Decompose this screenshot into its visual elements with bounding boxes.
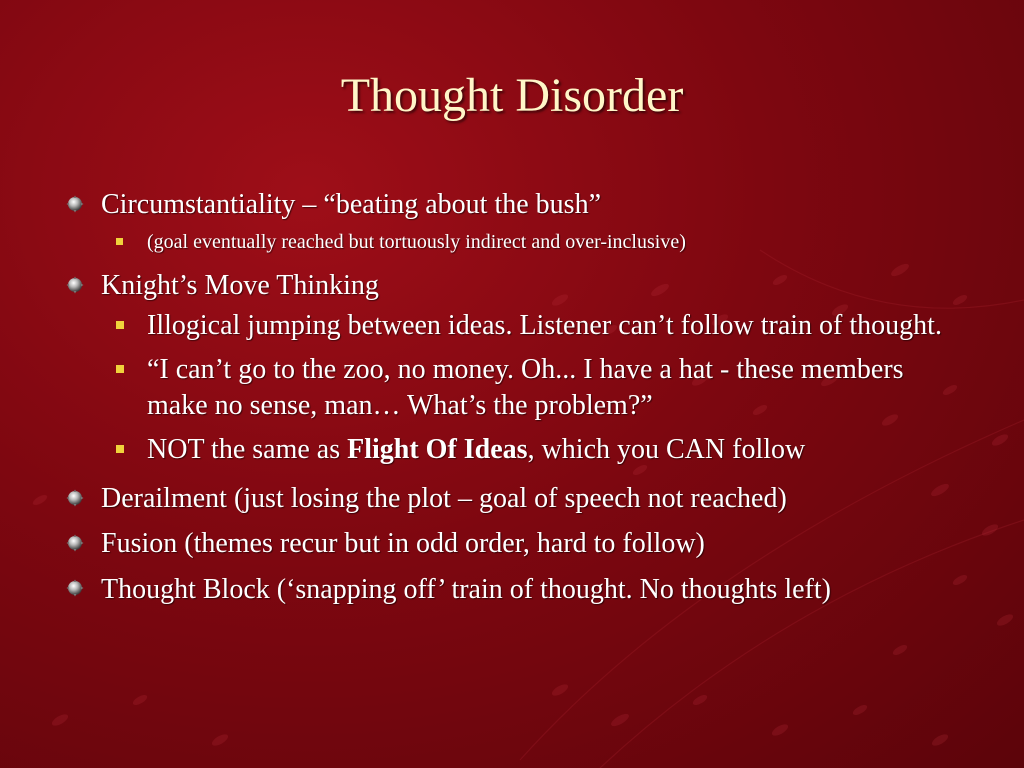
- metallic-sphere-bullet-icon: [66, 534, 84, 552]
- sub-bullet-text: Illogical jumping between ideas. Listener can’t follow train of thought.: [147, 310, 942, 341]
- square-bullet-icon: [116, 238, 123, 245]
- sub-bullet-item: [147, 352, 947, 424]
- sub-bullet-item: [147, 227, 947, 257]
- sub-bullet-text: “I can’t go to the zoo, no money. Oh... I have a hat - these members make no sense, man… What’s the problem?”: [147, 354, 904, 421]
- sub-bullet-text-bold: Flight Of Ideas: [347, 434, 528, 465]
- sub-bullet-item: [147, 308, 947, 344]
- square-bullet-icon: [116, 321, 124, 329]
- metallic-sphere-bullet-icon: [66, 276, 84, 294]
- bullet-text: Derailment (just losing the plot – goal of speech not reached): [101, 483, 787, 514]
- bullet-text: Knight’s Move Thinking: [101, 270, 379, 301]
- bullet-text: Circumstantiality – “beating about the bush”: [101, 189, 601, 220]
- metallic-sphere-bullet-icon: [66, 489, 84, 507]
- metallic-sphere-bullet-icon: [66, 579, 84, 597]
- metallic-sphere-bullet-icon: [66, 195, 84, 213]
- square-bullet-icon: [116, 365, 124, 373]
- bullet-text: Thought Block (‘snapping off’ train of thought. No thoughts left): [101, 574, 831, 605]
- square-bullet-icon: [116, 445, 124, 453]
- bullet-item-derailment: [64, 476, 964, 521]
- sub-bullet-text-before: NOT the same as: [147, 434, 348, 465]
- bullet-text: Fusion (themes recur but in odd order, hard to follow): [101, 528, 705, 559]
- bullet-list: [64, 182, 964, 614]
- sub-bullet-text: (goal eventually reached but tortuously indirect and over-inclusive): [147, 231, 686, 253]
- sub-bullet-text-after: , which you CAN follow: [527, 434, 806, 465]
- bullet-item-knights-move: [64, 263, 964, 308]
- bullet-item-circumstantiality: [64, 182, 964, 227]
- bullet-item-thought-block: [64, 566, 921, 614]
- slide-title: Thought Disorder: [340, 69, 684, 122]
- sub-bullet-item: [147, 432, 947, 468]
- bullet-item-fusion: [64, 521, 964, 566]
